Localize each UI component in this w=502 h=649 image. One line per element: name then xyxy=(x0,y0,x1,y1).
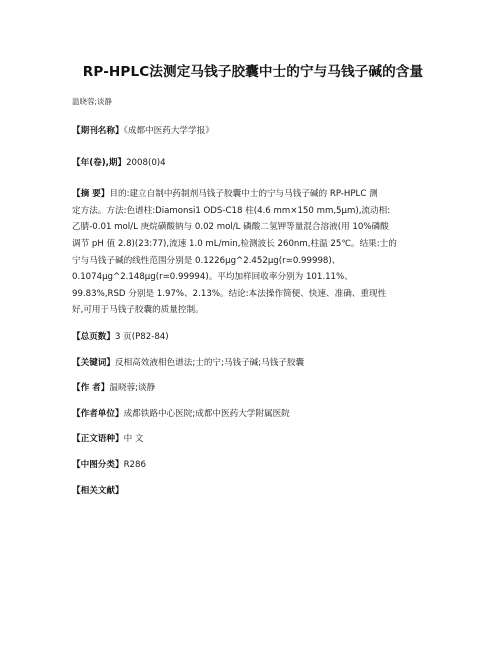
abstract-text-line: 好,可用于马钱子胶囊的质量控制。 xyxy=(72,305,204,316)
abstract-field xyxy=(72,186,442,319)
language-label: 【正文语种】 xyxy=(72,434,124,445)
language-field xyxy=(72,431,442,448)
affiliation-value: 成都铁路中心医院;成都中医药大学附属医院 xyxy=(123,408,290,419)
abstract-text-line: 0.1074μg^2.148μg(r=0.99994)。平均加样回收率分别为 101.11%、 xyxy=(72,272,353,283)
language-value: 中 文 xyxy=(123,434,144,445)
pages-value: 3 页(P82-84) xyxy=(114,331,169,342)
classification-value: R286 xyxy=(123,459,146,470)
abstract-label: 【摘 要】 xyxy=(72,189,110,200)
issue-value: 2008(0)4 xyxy=(126,157,166,168)
abstract-text-line: 调节 pH 值 2.8)(23:77),流速 1.0 mL/min,检测波长 260nm,柱温 25℃。结果:士的 xyxy=(72,238,397,249)
author-field xyxy=(72,380,442,397)
article-title: RP-HPLC法测定马钱子胶囊中士的宁与马钱子碱的含量 xyxy=(82,64,424,80)
references-label: 【相关文献】 xyxy=(72,485,124,496)
issue-label: 【年(卷),期】 xyxy=(72,157,127,168)
author-value: 温晓蓉;谈静 xyxy=(109,383,156,394)
abstract-text-line: 定方法。方法:色谱柱:Diamonsi1 ODS-C18 柱(4.6 mm×150 mm,5μm),流动相: xyxy=(72,205,391,216)
article-authors: 温晓蓉;谈静 xyxy=(72,97,113,106)
pages-field xyxy=(72,329,442,346)
issue-field xyxy=(72,155,442,172)
keywords-label: 【关键词】 xyxy=(72,357,115,368)
abstract-text-line: 宁与马钱子碱的线性范围分别是 0.1226μg^2.452μg(r=0.99998)、 xyxy=(72,255,341,266)
abstract-line xyxy=(72,186,442,203)
affiliation-field xyxy=(72,406,442,423)
references-field xyxy=(72,483,442,500)
abstract-text-line: 99.83%,RSD 分别是 1.97%、2.13%。结论:本法操作简便、快速、准确、重现性 xyxy=(72,288,387,299)
affiliation-label: 【作者单位】 xyxy=(72,408,124,419)
author-label: 【作 者】 xyxy=(72,383,110,394)
abstract-text-line: 目的:建立自制中药制剂马钱子胶囊中士的宁与马钱子碱的 RP-HPLC 测 xyxy=(109,189,378,200)
journal-field xyxy=(72,123,442,140)
journal-label: 【期刊名称】 xyxy=(72,126,124,136)
keywords-value: 反相高效液相色谱法;士的宁;马钱子碱;马钱子胶囊 xyxy=(114,357,305,368)
classification-label: 【中图分类】 xyxy=(72,459,124,470)
journal-value: 《成都中医药大学学报》 xyxy=(123,126,214,136)
keywords-field xyxy=(72,355,442,372)
pages-label: 【总页数】 xyxy=(72,331,115,342)
abstract-text-line: 乙腈-0.01 mol/L 庚烷磺酸钠与 0.02 mol/L 磷酸二氢钾等量混合溶液(用 10%磷酸 xyxy=(72,222,389,233)
classification-field xyxy=(72,457,442,474)
